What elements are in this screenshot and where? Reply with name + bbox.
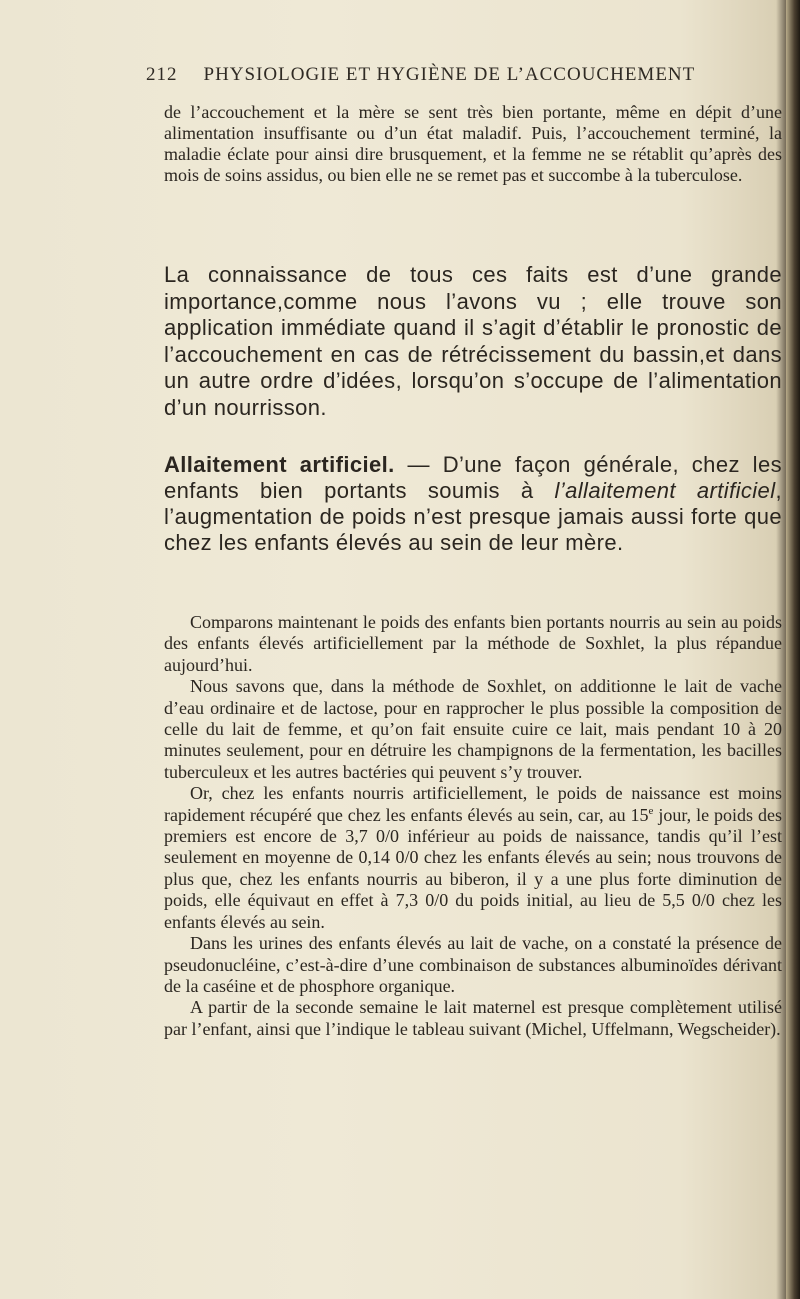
body-text bbox=[164, 612, 782, 1040]
body-paragraph-4: Dans les urines des enfants élevés au lait de vache, on a constaté la présence de pseudonucléine, c’est-à-dire d’une combinaison de substances albuminoïdes dérivant de la caséine et de phosphore organique. bbox=[164, 933, 782, 996]
section-heading: Allaitement artificiel. bbox=[164, 452, 395, 477]
paragraph-text: La connaissance de tous ces faits est d’une grande importance,comme nous l’avons vu ; elle trouve son application immédiate quand il s’agit d’établir le pronostic de l’accouchement en cas de rétrécissement du bassin,et dans un autre ordre d’idées, lorsqu’on s’occupe de l’alimentation d’un nourrisson. bbox=[164, 262, 782, 420]
ordinal-superscript: e bbox=[648, 804, 654, 817]
body-paragraph-5: A partir de la seconde semaine le lait maternel est presque complètement utilisé par l’enfant, ainsi que l’indique le tableau suivant (Michel, Uffelmann, Wegscheider). bbox=[164, 997, 782, 1039]
paragraph-continuation bbox=[164, 102, 782, 186]
running-header bbox=[146, 64, 766, 86]
section-text-a: — D’une façon générale, chez les enfants bien portants soumis à bbox=[164, 452, 782, 503]
page-number: 212 bbox=[146, 64, 178, 85]
section-italic-term: l’allaitement artificiel bbox=[554, 478, 776, 503]
section-paragraph bbox=[164, 452, 782, 556]
section-allaitement bbox=[164, 452, 782, 556]
body-paragraph-3 bbox=[164, 783, 782, 933]
book-spine-shadow bbox=[786, 0, 800, 1299]
body-paragraph-2: Nous savons que, dans la méthode de Soxhlet, on additionne le lait de vache d’eau ordinaire et de lactose, pour en rapprocher le plus possible la composition de celle du lait de femme, et qu’on fait ensuite cuire ce lait, mais pendant 10 à 20 minutes seulement, pour en détruire les champignons de la fermentation, les bacilles tuberculeux et les autres bactéries qui peuvent s’y trouver. bbox=[164, 676, 782, 782]
section-text-b: , l’augmentation de poids n’est presque jamais aussi forte que chez les enfants élevés au sein de leur mère. bbox=[164, 478, 782, 555]
body-paragraph-3-a: Or, chez les enfants nourris artificiellement, le poids de naissance est moins rapidement récupéré que chez les enfants élevés au sein, car, au 15 bbox=[164, 783, 782, 825]
body-paragraph-3-b: jour, le poids des premiers est encore de 3,7 0/0 inférieur au poids de naissance, tandis qu’il l’est seulement en moyenne de 0,14 0/0 chez les enfants élevés au sein; nous trouvons de plus que, chez les enfants nourris au biberon, il y a une plus forte diminution de poids, elle équivaut en effet à 7,3 0/0 du poids initial, au lieu de 5,5 0/0 chez les enfants élevés au sein. bbox=[164, 804, 782, 932]
paragraph-text: de l’accouchement et la mère se sent très bien portante, même en dépit d’une alimentation insuffisante ou d’un état maladif. Puis, l’accouchement terminé, la maladie éclate pour ainsi dire brusquement, et la femme ne se rétablit qu’après des mois de soins assidus, ou bien elle ne se remet pas et succombe à la tuberculose. bbox=[164, 102, 782, 185]
running-title: PHYSIOLOGIE ET HYGIÈNE DE L’ACCOUCHEMENT bbox=[203, 64, 696, 85]
body-paragraph-1: Comparons maintenant le poids des enfants bien portants nourris au sein au poids des enfants élevés artificiellement par la méthode de Soxhlet, la plus répandue aujourd’hui. bbox=[164, 612, 782, 675]
paragraph-large-summary bbox=[164, 262, 782, 421]
